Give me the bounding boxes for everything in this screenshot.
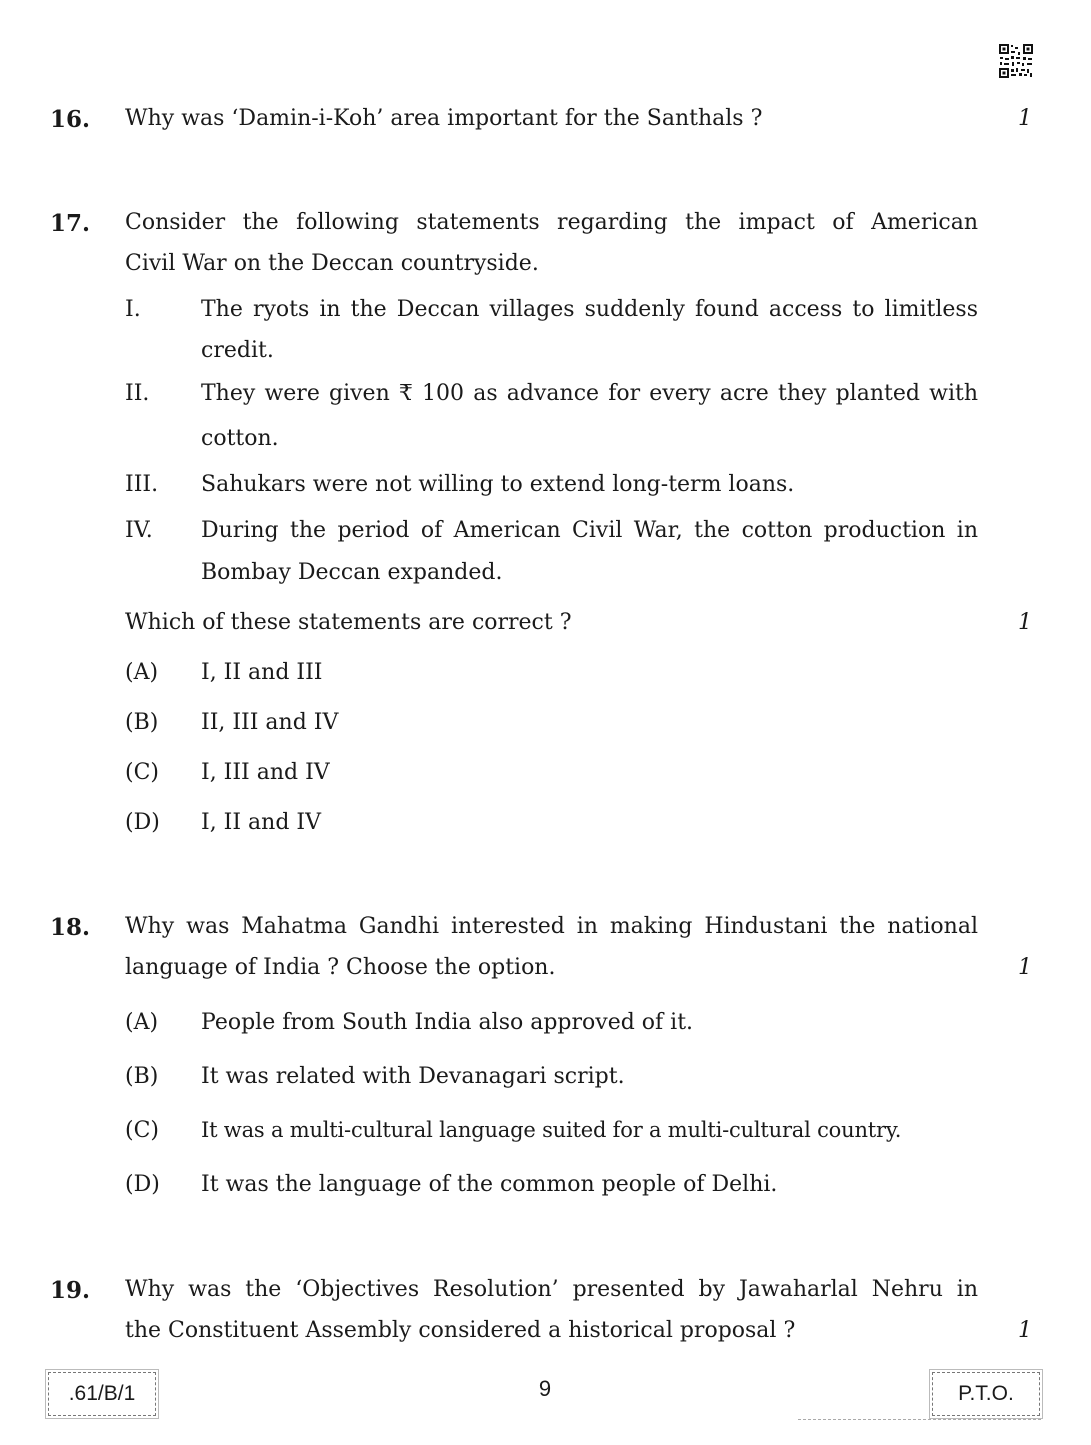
option-text: It was a multi-cultural language suited for a multi-cultural country.	[201, 1118, 902, 1142]
option-label: (D)	[125, 1172, 160, 1197]
pto-box: P.T.O.	[932, 1372, 1040, 1416]
statement-text-line1: Sahukars were not willing to extend long-term loans.	[201, 472, 795, 497]
option-label: (B)	[125, 1064, 159, 1089]
statement-label: IV.	[125, 518, 153, 543]
question-18-line2: language of India ? Choose the option.	[125, 955, 556, 980]
question-19-number: 19.	[50, 1277, 91, 1304]
option-text: II, III and IV	[201, 710, 339, 735]
option-text: I, III and IV	[201, 760, 330, 785]
option-text: I, II and IV	[201, 810, 321, 835]
statement-label: I.	[125, 297, 141, 322]
statement-text-line1: The ryots in the Deccan villages suddenly found access to limitless	[201, 297, 978, 322]
question-19-line2: the Constituent Assembly considered a historical proposal ?	[125, 1318, 796, 1343]
question-19-marks: 1	[1018, 1318, 1032, 1343]
question-16-marks: 1	[1018, 106, 1032, 131]
question-16-number: 16.	[50, 106, 91, 133]
question-18-marks: 1	[1018, 955, 1032, 980]
option-label: (A)	[125, 1010, 159, 1035]
statement-text-line1: During the period of American Civil War, the cotton production in	[201, 518, 978, 543]
question-19-line1: Why was the ‘Objectives Resolution’ presented by Jawaharlal Nehru in	[125, 1277, 978, 1302]
statement-label: II.	[125, 381, 150, 406]
statement-text-line2: Bombay Deccan expanded.	[201, 560, 503, 585]
option-text: It was related with Devanagari script.	[201, 1064, 625, 1089]
option-label: (C)	[125, 1118, 159, 1143]
question-18-line1: Why was Mahatma Gandhi interested in making Hindustani the national	[125, 914, 978, 939]
question-16-text: Why was ‘Damin-i-Koh’ area important for the Santhals ?	[125, 106, 763, 131]
option-text: I, II and III	[201, 660, 323, 685]
statement-text-line2: cotton.	[201, 426, 279, 451]
statement-text-line1: They were given ₹ 100 as advance for every acre they planted with	[201, 381, 978, 406]
option-label: (B)	[125, 710, 159, 735]
page-number: 9	[538, 1376, 552, 1401]
option-label: (C)	[125, 760, 159, 785]
option-label: (D)	[125, 810, 160, 835]
qr-code-icon	[998, 43, 1034, 79]
option-text: It was the language of the common people of Delhi.	[201, 1172, 778, 1197]
question-17-stem-line2: Civil War on the Deccan countryside.	[125, 251, 539, 276]
statement-text-line2: credit.	[201, 338, 274, 363]
statement-label: III.	[125, 472, 159, 497]
option-text: People from South India also approved of it.	[201, 1010, 694, 1035]
paper-code-box: .61/B/1	[48, 1372, 156, 1416]
question-18-number: 18.	[50, 914, 91, 941]
question-17-marks: 1	[1018, 610, 1032, 635]
question-17-prompt: Which of these statements are correct ?	[125, 610, 572, 635]
question-17-number: 17.	[50, 210, 91, 237]
option-label: (A)	[125, 660, 159, 685]
footer-divider	[798, 1419, 1041, 1420]
question-17-stem-line1: Consider the following statements regarding the impact of American	[125, 210, 978, 235]
